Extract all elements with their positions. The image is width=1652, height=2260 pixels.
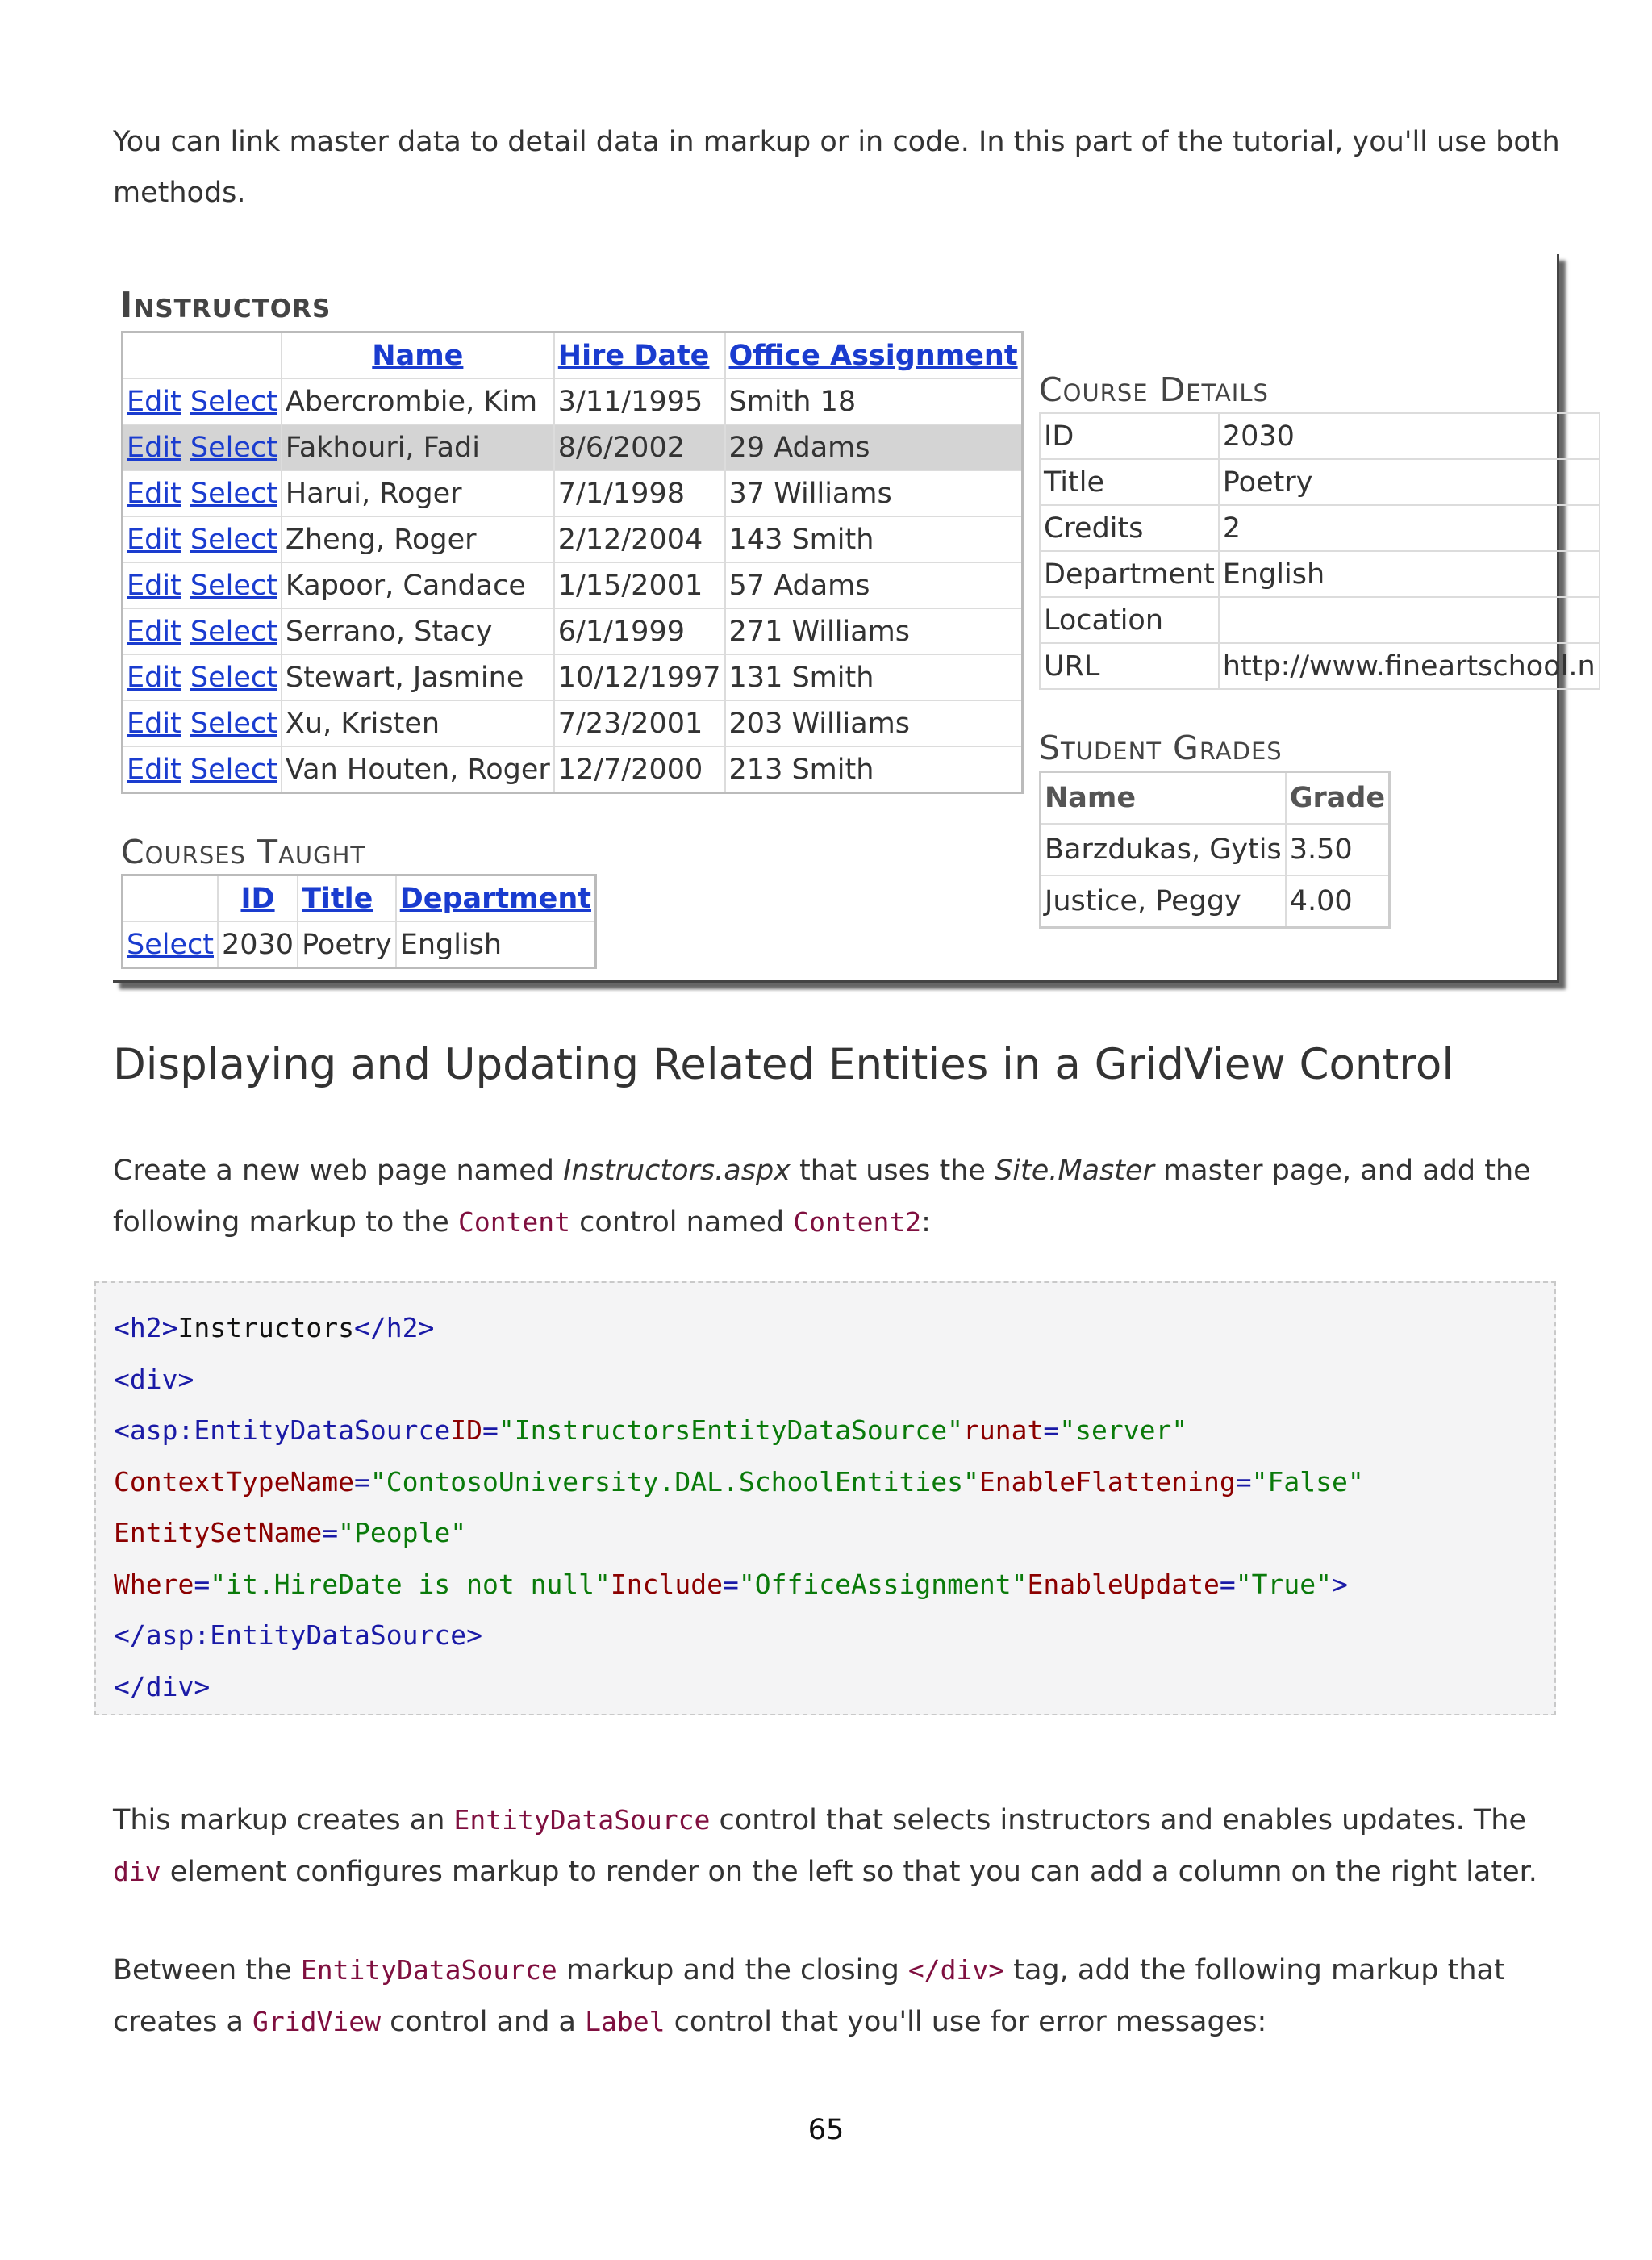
instructor-name-cell: Kapoor, Candace xyxy=(282,562,554,608)
detail-label: Credits xyxy=(1040,505,1219,551)
filename-italic: Instructors.aspx xyxy=(563,1155,791,1187)
office-cell: 203 Williams xyxy=(725,700,1023,746)
section-heading: Displaying and Updating Related Entities in a GridView Control xyxy=(113,1040,1454,1089)
instructor-name-cell: Harui, Roger xyxy=(282,470,554,516)
office-cell: 29 Adams xyxy=(725,424,1023,470)
detail-value: 2 xyxy=(1219,505,1600,551)
row-actions-cell xyxy=(123,470,282,516)
instructor-name-cell: Serrano, Stacy xyxy=(282,608,554,654)
hire-date-cell: 7/23/2001 xyxy=(554,700,725,746)
code-token: ContextTypeName xyxy=(114,1465,355,1498)
row-actions-cell xyxy=(123,746,282,793)
select-link[interactable]: Select xyxy=(190,569,277,602)
detail-row xyxy=(1040,413,1600,459)
office-cell: 131 Smith xyxy=(725,654,1023,700)
edit-link[interactable]: Edit xyxy=(127,477,181,510)
select-link[interactable]: Select xyxy=(190,431,277,464)
row-actions-cell xyxy=(123,378,282,424)
text-span: element configures markup to render on the left so that you can add a column on the right later. xyxy=(161,1856,1537,1888)
row-actions-cell xyxy=(123,700,282,746)
table-row xyxy=(123,921,596,968)
text-span: master page, and add the following markup to the xyxy=(113,1155,1531,1239)
code-line xyxy=(114,1302,1537,1354)
select-link[interactable]: Select xyxy=(190,477,277,510)
row-actions-cell xyxy=(123,562,282,608)
col-grade-header: Grade xyxy=(1286,772,1390,825)
edit-link[interactable]: Edit xyxy=(127,385,181,418)
courses-taught-grid xyxy=(121,874,597,969)
sort-id-link[interactable]: ID xyxy=(240,882,275,915)
code-token: "it.HireDate is not null" xyxy=(210,1568,611,1600)
detail-row xyxy=(1040,459,1600,505)
col-department-header[interactable] xyxy=(396,875,596,922)
instructor-name-cell: Abercrombie, Kim xyxy=(282,378,554,424)
code-token: = xyxy=(322,1517,339,1548)
text-span: control that selects instructors and enables updates. The xyxy=(710,1804,1526,1836)
code-token: </asp:EntityDataSource> xyxy=(114,1619,482,1651)
code-line xyxy=(114,1661,1537,1713)
row-actions-cell xyxy=(123,654,282,700)
hire-date-cell: 1/15/2001 xyxy=(554,562,725,608)
student-name-cell: Justice, Peggy xyxy=(1041,875,1286,928)
table-row xyxy=(123,608,1023,654)
code-token: "InstructorsEntityDataSource" xyxy=(498,1414,964,1446)
office-cell: 143 Smith xyxy=(725,516,1023,562)
edit-link[interactable]: Edit xyxy=(127,753,181,786)
detail-row xyxy=(1040,597,1600,643)
table-row xyxy=(123,424,1023,470)
inline-code-gridview: GridView xyxy=(252,2006,381,2037)
paragraph-create-page xyxy=(113,1146,1565,1248)
table-row xyxy=(123,700,1023,746)
col-hire-header[interactable] xyxy=(554,332,725,379)
student-grades-grid xyxy=(1039,771,1391,929)
code-token: </div> xyxy=(114,1670,211,1702)
hire-date-cell: 12/7/2000 xyxy=(554,746,725,793)
code-token: "OfficeAssignment" xyxy=(738,1568,1028,1600)
hire-date-cell: 3/11/1995 xyxy=(554,378,725,424)
code-token: </h2> xyxy=(354,1312,435,1343)
text-span: control and a xyxy=(381,2006,586,2038)
table-row xyxy=(123,562,1023,608)
course-details-heading: Course Details xyxy=(1039,370,1269,409)
instructors-heading: Instructors xyxy=(119,285,332,326)
office-cell: 213 Smith xyxy=(725,746,1023,793)
instructors-grid xyxy=(121,331,1024,794)
table-row xyxy=(123,470,1023,516)
hire-date-cell: 6/1/1999 xyxy=(554,608,725,654)
code-token: <asp:EntityDataSource xyxy=(114,1414,451,1446)
code-block xyxy=(94,1281,1556,1715)
text-span: that uses the xyxy=(790,1155,995,1187)
code-token: ID xyxy=(450,1414,482,1446)
inline-code-entitydatasource: EntityDataSource xyxy=(300,1954,557,1986)
text-span: : xyxy=(921,1206,931,1239)
select-cell[interactable] xyxy=(123,921,218,968)
text-span: This markup creates an xyxy=(113,1804,454,1836)
col-name-header[interactable] xyxy=(282,332,554,379)
master-page-italic: Site.Master xyxy=(995,1155,1154,1187)
select-link[interactable]: Select xyxy=(127,928,214,961)
code-token: "ContosoUniversity.DAL.SchoolEntities" xyxy=(369,1465,979,1498)
inline-code-div: div xyxy=(113,1856,161,1887)
student-grades-heading: Student Grades xyxy=(1039,729,1283,767)
hire-date-cell: 7/1/1998 xyxy=(554,470,725,516)
detail-label: Department xyxy=(1040,551,1219,597)
text-span: markup and the closing xyxy=(557,1954,908,1986)
intro-paragraph: You can link master data to detail data in markup or in code. In this part of the tutorial, you'll use both methods. xyxy=(113,126,1560,209)
table-row xyxy=(1041,824,1390,875)
inline-code-label: Label xyxy=(585,2006,665,2037)
page-number: 65 xyxy=(807,2114,845,2146)
course-id-cell: 2030 xyxy=(218,921,298,968)
screenshot-figure xyxy=(113,254,1596,983)
sort-hire-date-link[interactable]: Hire Date xyxy=(557,339,710,372)
code-token: Where xyxy=(114,1568,194,1600)
select-link[interactable]: Select xyxy=(190,753,277,786)
code-token: EnableUpdate xyxy=(1027,1568,1220,1600)
hire-date-cell: 8/6/2002 xyxy=(554,424,725,470)
edit-link[interactable]: Edit xyxy=(127,569,181,602)
instructor-name-cell: Fakhouri, Fadi xyxy=(282,424,554,470)
table-row xyxy=(123,654,1023,700)
select-link[interactable]: Select xyxy=(190,707,277,740)
edit-link[interactable]: Edit xyxy=(127,707,181,740)
code-line xyxy=(114,1559,1537,1610)
text-span: control named xyxy=(570,1206,794,1239)
paragraph-markup-explains xyxy=(113,1794,1565,1898)
code-line xyxy=(114,1405,1537,1456)
code-line xyxy=(114,1610,1537,1661)
detail-label: URL xyxy=(1040,643,1219,689)
courses-header-row xyxy=(123,875,596,922)
code-token: "server" xyxy=(1059,1414,1188,1446)
code-token: = xyxy=(1043,1414,1060,1446)
text-span: control that you'll use for error messages: xyxy=(665,2006,1267,2038)
detail-label: ID xyxy=(1040,413,1219,459)
code-line xyxy=(114,1456,1537,1508)
col-name-header: Name xyxy=(1041,772,1286,825)
code-line xyxy=(114,1354,1537,1406)
select-link[interactable]: Select xyxy=(190,661,277,694)
row-actions-cell xyxy=(123,424,282,470)
edit-link[interactable]: Edit xyxy=(127,431,181,464)
table-row xyxy=(123,378,1023,424)
blank-header xyxy=(123,332,282,379)
code-token: <div> xyxy=(114,1363,194,1395)
code-token: = xyxy=(1235,1465,1252,1498)
sort-office-link[interactable]: Office Assignment xyxy=(728,339,1018,372)
edit-link[interactable]: Edit xyxy=(127,661,181,694)
student-name-cell: Barzdukas, Gytis xyxy=(1041,824,1286,875)
detail-row xyxy=(1040,643,1600,689)
table-row xyxy=(123,516,1023,562)
office-cell: 57 Adams xyxy=(725,562,1023,608)
code-token: = xyxy=(354,1465,370,1498)
code-token: <h2> xyxy=(114,1312,178,1343)
code-token: = xyxy=(194,1568,211,1600)
code-line xyxy=(114,1507,1537,1559)
instructor-name-cell: Stewart, Jasmine xyxy=(282,654,554,700)
detail-value: Poetry xyxy=(1219,459,1600,505)
inline-code-content2: Content2 xyxy=(793,1206,922,1238)
code-token: Include xyxy=(610,1568,723,1600)
text-span: Create a new web page named xyxy=(113,1155,564,1187)
inline-code-content: Content xyxy=(457,1206,571,1238)
course-title-cell: Poetry xyxy=(298,921,396,968)
inline-code-closing-div: </div> xyxy=(907,1954,1005,1986)
hire-date-cell: 2/12/2004 xyxy=(554,516,725,562)
sort-name-link[interactable]: Name xyxy=(372,339,464,372)
text-span: tag, add the following markup that creates a xyxy=(113,1954,1505,2038)
instructor-name-cell: Van Houten, Roger xyxy=(282,746,554,793)
row-actions-cell xyxy=(123,608,282,654)
detail-value: 2030 xyxy=(1219,413,1600,459)
code-token: Instructors xyxy=(177,1312,355,1343)
code-token: = xyxy=(723,1568,739,1600)
detail-value: http://www.fineartschool.n xyxy=(1219,643,1600,689)
code-token: EnableFlattening xyxy=(978,1465,1236,1498)
instructor-name-cell: Zheng, Roger xyxy=(282,516,554,562)
sort-title-link[interactable]: Title xyxy=(302,882,373,915)
course-department-cell: English xyxy=(396,921,596,968)
table-row xyxy=(123,746,1023,793)
blank-header xyxy=(123,875,218,922)
detail-row xyxy=(1040,551,1600,597)
row-actions-cell xyxy=(123,516,282,562)
office-cell: 37 Williams xyxy=(725,470,1023,516)
hire-date-cell: 10/12/1997 xyxy=(554,654,725,700)
course-details-view xyxy=(1039,412,1600,690)
code-token: "People" xyxy=(338,1517,467,1548)
code-token: "True" xyxy=(1235,1568,1333,1600)
grade-cell: 3.50 xyxy=(1286,824,1390,875)
grades-header-row xyxy=(1041,772,1390,825)
select-link[interactable]: Select xyxy=(190,615,277,648)
edit-link[interactable]: Edit xyxy=(127,615,181,648)
courses-taught-heading: Courses Taught xyxy=(121,833,366,871)
instructors-header-row xyxy=(123,332,1023,379)
detail-value xyxy=(1219,597,1600,643)
code-token: EntitySetName xyxy=(114,1517,323,1548)
table-row xyxy=(1041,875,1390,928)
code-token: runat xyxy=(963,1414,1044,1446)
select-link[interactable]: Select xyxy=(190,385,277,418)
office-cell: 271 Williams xyxy=(725,608,1023,654)
code-token: > xyxy=(1332,1568,1348,1600)
grade-cell: 4.00 xyxy=(1286,875,1390,928)
instructor-name-cell: Xu, Kristen xyxy=(282,700,554,746)
detail-label: Title xyxy=(1040,459,1219,505)
text-span: Between the xyxy=(113,1954,301,1986)
detail-row xyxy=(1040,505,1600,551)
col-id-header[interactable] xyxy=(218,875,298,922)
paragraph-add-gridview xyxy=(113,1945,1565,2048)
office-cell: Smith 18 xyxy=(725,378,1023,424)
edit-link[interactable]: Edit xyxy=(127,523,181,556)
select-link[interactable]: Select xyxy=(190,523,277,556)
detail-value: English xyxy=(1219,551,1600,597)
col-title-header[interactable] xyxy=(298,875,396,922)
detail-label: Location xyxy=(1040,597,1219,643)
col-office-header[interactable] xyxy=(725,332,1023,379)
sort-department-link[interactable]: Department xyxy=(399,882,592,915)
inline-code-entitydatasource: EntityDataSource xyxy=(453,1804,711,1836)
code-token: = xyxy=(482,1414,499,1446)
code-token: = xyxy=(1219,1568,1236,1600)
code-token: "False" xyxy=(1251,1465,1364,1498)
